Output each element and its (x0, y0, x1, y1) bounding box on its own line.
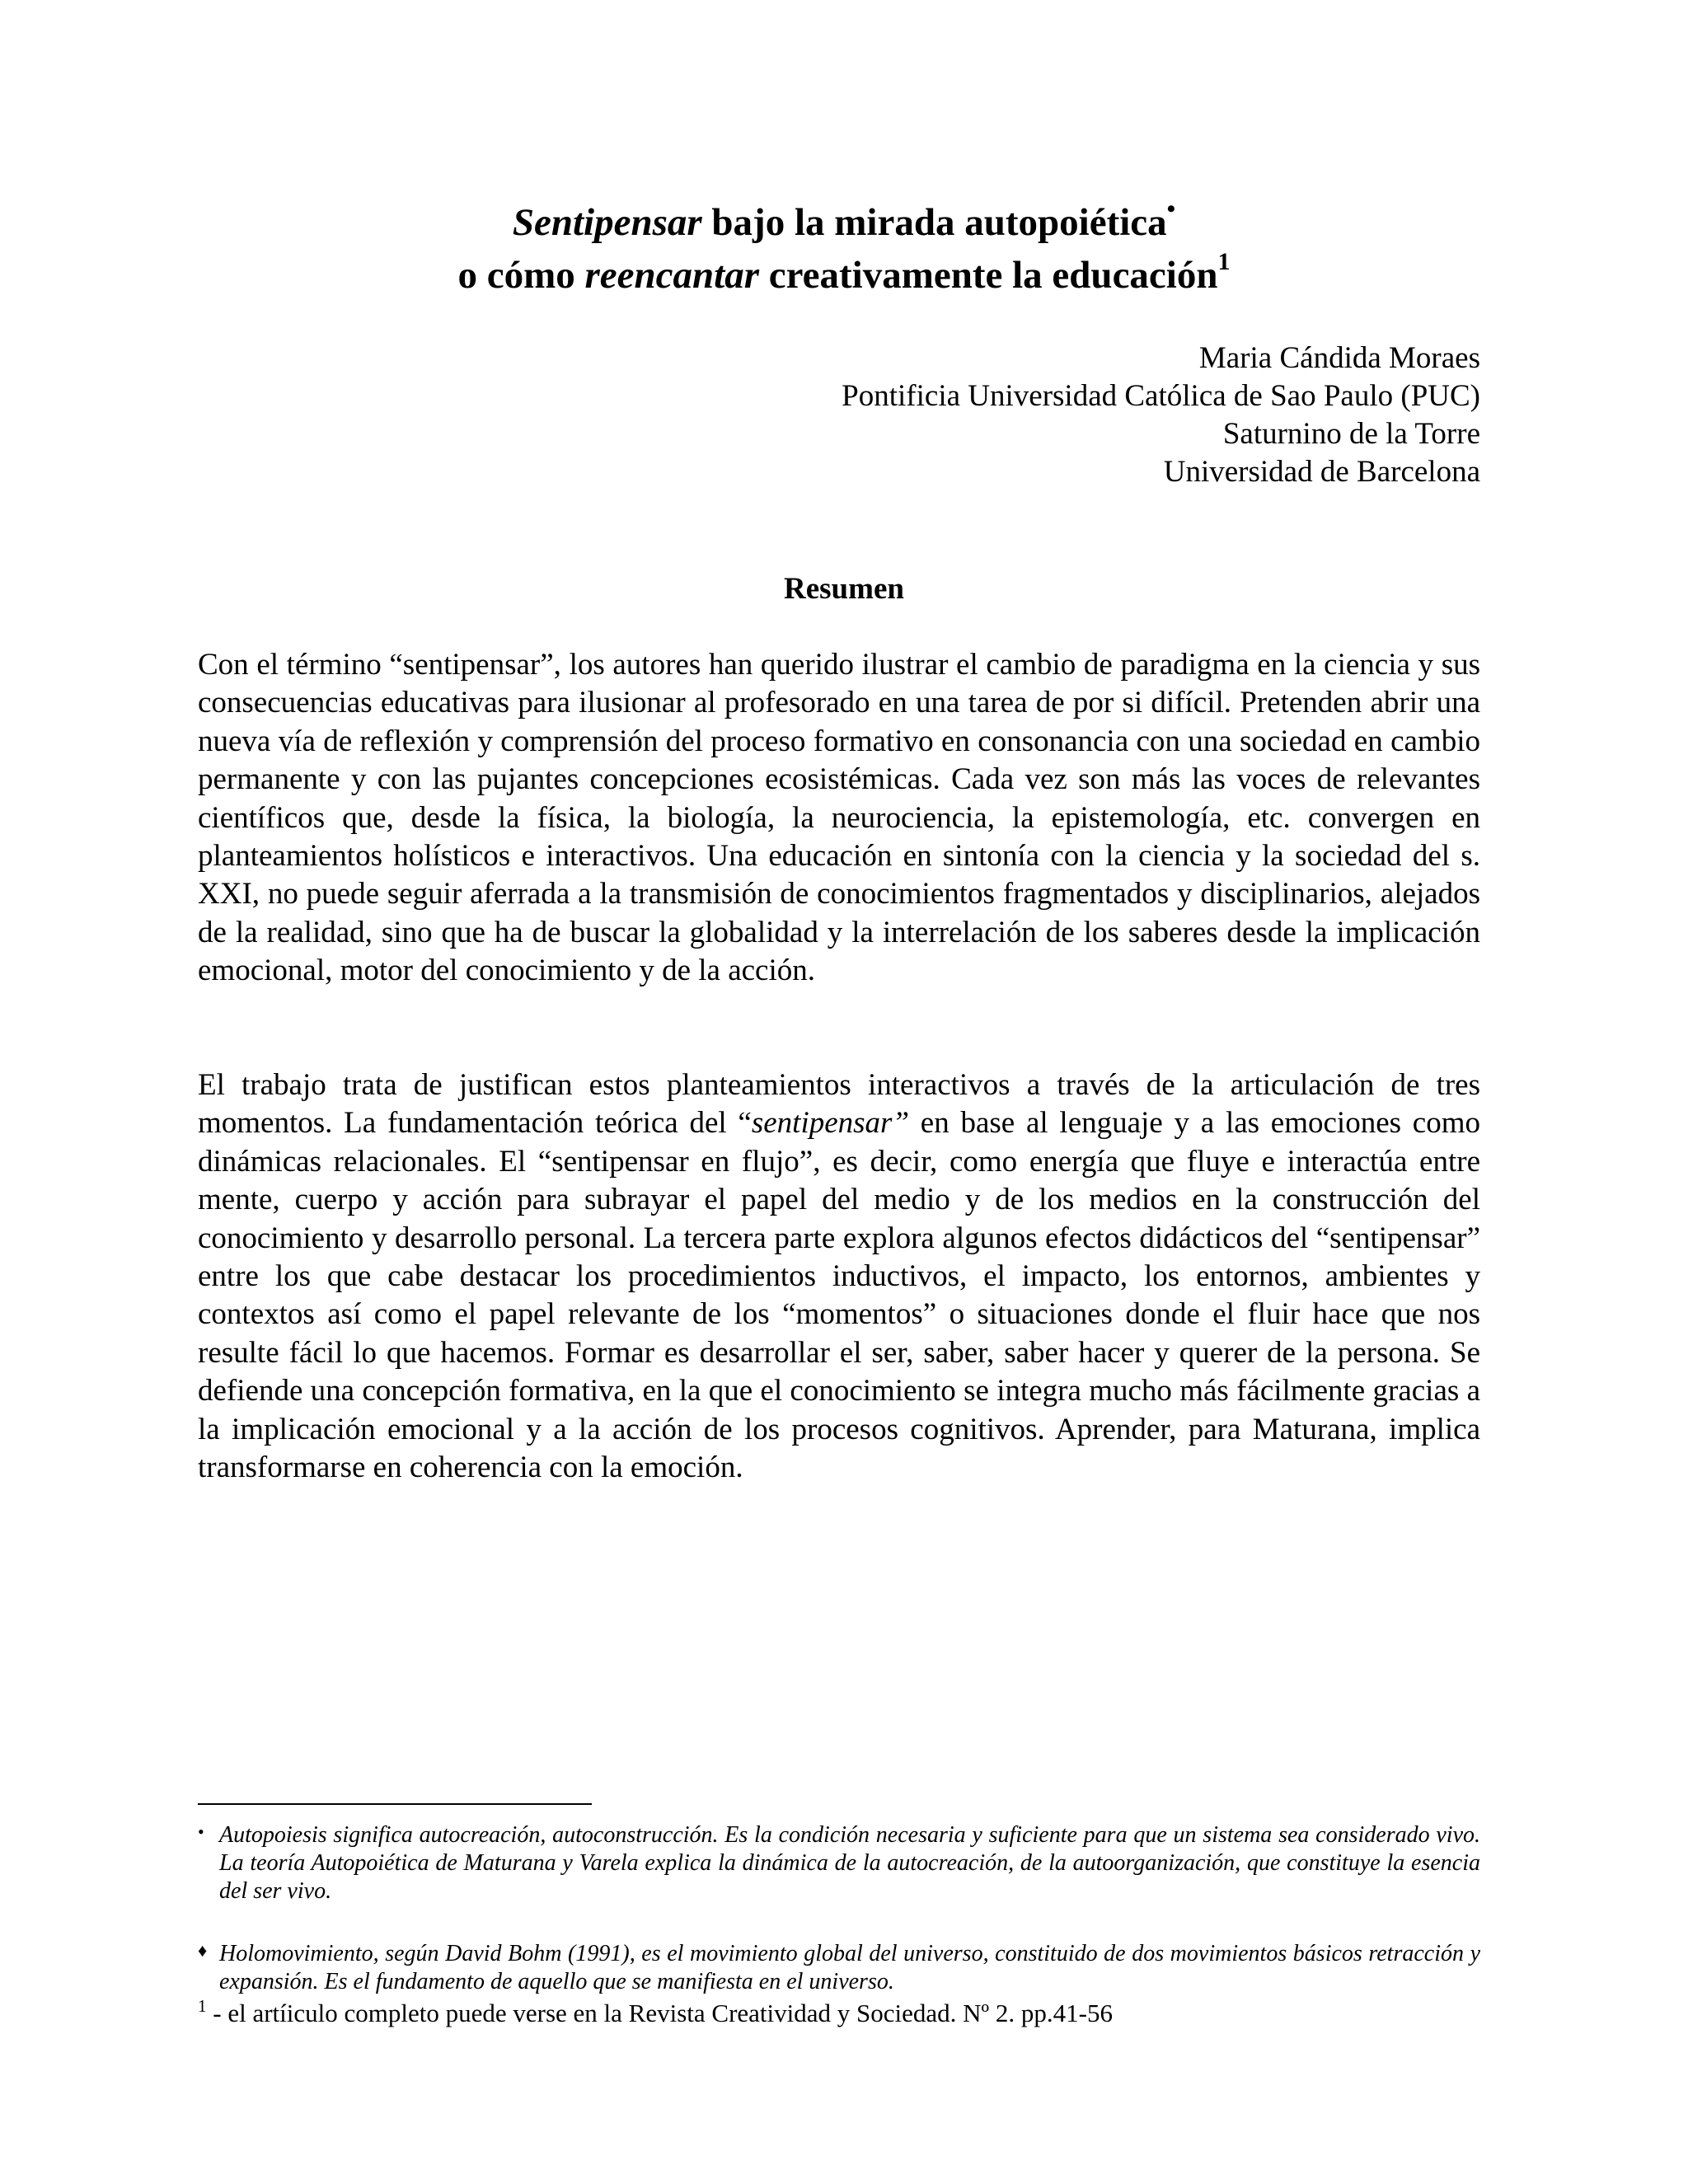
footnote-marker-diamond: ♦ (198, 1940, 208, 1961)
abstract-paragraph-2-italic: sentipensar” (751, 1106, 910, 1141)
title-footnote-marker-1: 1 (1217, 248, 1231, 275)
footnote-text: Holomovimiento, según David Bohm (1991), es el movimiento global del universo, constituido de dos movimientos básicos retracción y expansión. Es el fundamento de aquello que se manifiesta en el universo. (219, 1941, 1480, 1994)
author-name-2: Saturnino de la Torre (1222, 417, 1480, 451)
abstract-paragraph-2 (198, 1066, 1480, 1487)
footnote-holomovimiento (198, 1940, 1480, 1996)
title-line-1 (0, 195, 1688, 247)
abstract-paragraph-2-part-b: en base al lenguaje y a las emociones como dinámicas relacionales. El “sentipensar en flujo”, es decir, como energía que fluye e interactúa entre mente, cuerpo y acción para subrayar el papel del medio y de los medios en la construcción del conocimiento y desarrollo personal. La tercera parte explora algunos efectos didácticos del “sentipensar” entre los que cabe destacar los procedimientos inductivos, el impacto, los entornos, ambientes y contextos así como el papel relevante de los “momentos” o situaciones donde el fluir hace que nos resulte fácil lo que hacemos. Formar es desarrollar el ser, saber, saber hacer y querer de la persona. Se defiende una concepción formativa, en la que el conocimiento se integra mucho más fácilmente gracias a la implicación emocional y a la acción de los procesos cognitivos. Aprender, para Maturana, implica transformarse en coherencia con la emoción. (198, 1106, 1480, 1485)
footnote-marker-1: 1 (198, 1996, 207, 2016)
title-line-2-italic-word: reencantar (584, 254, 760, 297)
abstract-paragraph-1: Con el término “sentipensar”, los autores han querido ilustrar el cambio de paradigma en la ciencia y sus consecuencias educativas para ilusionar al profesorado en una tarea de por si difícil. Pretenden abrir una nueva vía de reflexión y comprensión del proceso formativo en consonancia con una sociedad en cambio permanente y con las pujantes concepciones ecosistémicas. Cada vez son más las voces de relevantes científicos que, desde la física, la biología, la neurociencia, la epistemología, etc. convergen en planteamientos holísticos e interactivos. Una educación en sintonía con la ciencia y la sociedad del s. XXI, no puede seguir aferrada a la transmisión de conocimientos fragmentados y disciplinarios, alejados de la realidad, sino que ha de buscar la globalidad y la interrelación de los saberes desde la implicación emocional, motor del conocimiento y de la acción. (198, 648, 1480, 988)
author-affiliation-1: Pontificia Universidad Católica de Sao Paulo (PUC) (842, 379, 1480, 413)
abstract-heading: Resumen (784, 572, 904, 606)
footnote-marker-bullet: • (198, 1821, 204, 1842)
author-affiliation-2: Universidad de Barcelona (1163, 455, 1480, 489)
footnote-separator (198, 1803, 592, 1805)
title-italic-word: Sentipensar (512, 201, 702, 244)
title-line-2-start: o cómo (457, 254, 585, 297)
title-footnote-marker-bullet: • (1166, 195, 1176, 223)
title-line-2-text: creativamente la educación (759, 254, 1218, 297)
title-line-1-text: bajo la mirada autopoiética (701, 201, 1167, 244)
title-line-2 (0, 248, 1688, 300)
abstract-paragraph-2-part-a: El trabajo trata de justifican estos planteamientos interactivos a través de la articulación de tres momentos. La fundamentación teórica del “ (198, 1068, 1480, 1141)
footnote-text: - el artíiculo completo puede verse en la Revista Creatividad y Sociedad. Nº 2. pp.41-56 (206, 1999, 1113, 2027)
author-name-1: Maria Cándida Moraes (1198, 341, 1480, 375)
footnote-text: Autopoiesis significa autocreación, autoconstrucción. Es la condición necesaria y suficiente para que un sistema sea considerado vivo. La teoría Autopoiética de Maturana y Varela explica la dinámica de la autocreación, de la autoorganización, que constituye la esencia del ser vivo. (219, 1822, 1480, 1904)
footnote-autopoiesis (198, 1821, 1480, 1905)
author-block (842, 340, 1480, 491)
footnote-article-reference (198, 1998, 1113, 2029)
